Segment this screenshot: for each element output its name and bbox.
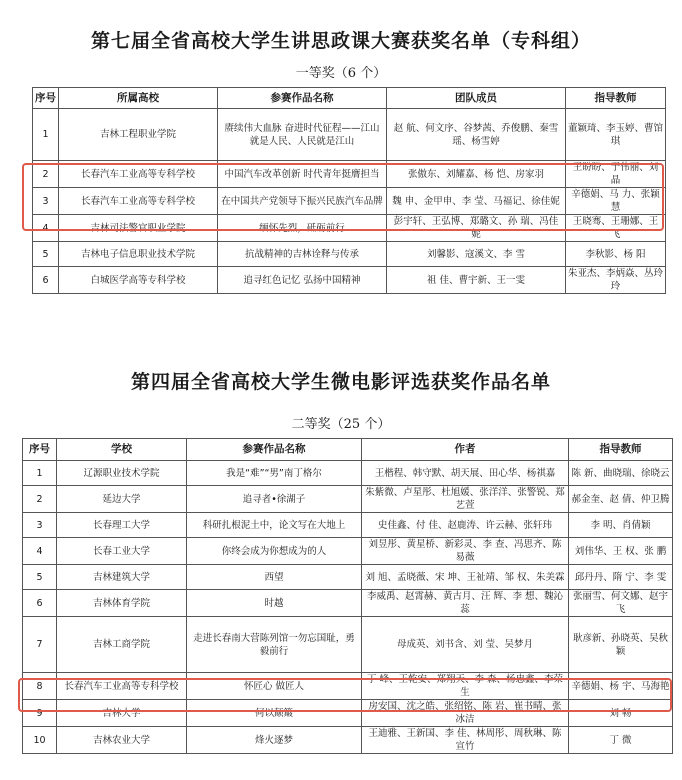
cell-members: 赵 航、何文序、谷梦茜、乔俊鹏、秦雪瑶、杨雪婷	[387, 109, 566, 161]
header-school: 学校	[57, 439, 187, 461]
cell-authors: 丁 峰、王乾安、郑翔天、李 森、杨忠鑫、李荣生	[362, 673, 569, 700]
cell-index: 9	[23, 700, 57, 727]
cell-work: 追寻者•徐湖子	[187, 486, 362, 513]
cell-school: 长春理工大学	[57, 513, 187, 538]
cell-work: 西望	[187, 565, 362, 590]
cell-index: 5	[23, 565, 57, 590]
cell-members: 张傲东、刘耀嘉、杨 恺、房家羽	[387, 161, 566, 188]
cell-teachers: 丁 微	[569, 727, 673, 754]
cell-index: 2	[33, 161, 59, 188]
cell-teachers: 耿彦新、孙晓英、吴秋颖	[569, 617, 673, 673]
header-members: 团队成员	[387, 88, 566, 109]
cell-school: 长春汽车工业高等专科学校	[59, 161, 218, 188]
table-row	[23, 486, 673, 513]
cell-work: 抗战精神的吉林诠释与传承	[218, 242, 387, 267]
cell-index: 5	[33, 242, 59, 267]
cell-authors: 王迪雅、王新国、李 佳、林周彤、周秋琳、陈宣竹	[362, 727, 569, 754]
cell-teachers: 辛德娟、杨 宇、马海艳	[569, 673, 673, 700]
cell-teachers: 张丽雪、何文娜、赵宇飞	[569, 590, 673, 617]
header-authors: 作者	[362, 439, 569, 461]
cell-school: 长春汽车工业高等专科学校	[59, 188, 218, 215]
table-row	[23, 590, 673, 617]
table-row	[33, 109, 666, 161]
cell-authors: 王楷程、韩守默、胡天展、田心华、杨祺嘉	[362, 461, 569, 486]
table-header-row	[33, 88, 666, 109]
cell-work: 怀匠心 做匠人	[187, 673, 362, 700]
cell-work: 中国汽车改革创新 时代青年挺膺担当	[218, 161, 387, 188]
cell-teachers: 王晓骞、王珊娜、王 飞	[566, 215, 666, 242]
cell-index: 10	[23, 727, 57, 754]
cell-school: 吉林农业大学	[57, 727, 187, 754]
cell-school: 辽源职业技术学院	[57, 461, 187, 486]
table-row	[23, 565, 673, 590]
table-row	[23, 617, 673, 673]
header-index: 序号	[33, 88, 59, 109]
cell-authors: 母成英、刘书含、刘 莹、吴梦月	[362, 617, 569, 673]
cell-index: 2	[23, 486, 57, 513]
cell-school: 吉林建筑大学	[57, 565, 187, 590]
cell-authors: 刘昱彤、黄星桥、新彩灵、李 查、冯思齐、陈易薇	[362, 538, 569, 565]
cell-school: 吉林电子信息职业技术学院	[59, 242, 218, 267]
cell-teachers: 辛德娟、马 力、张颖慧	[566, 188, 666, 215]
cell-index: 3	[23, 513, 57, 538]
cell-authors: 刘 旭、孟晓薇、宋 坤、王祉靖、邹 权、朱美霖	[362, 565, 569, 590]
table-row	[33, 242, 666, 267]
cell-index: 3	[33, 188, 59, 215]
header-school: 所属高校	[59, 88, 218, 109]
cell-index: 1	[23, 461, 57, 486]
cell-school: 吉林工程职业学院	[59, 109, 218, 161]
cell-school: 延边大学	[57, 486, 187, 513]
cell-members: 祖 佳、曹宇新、王一雯	[387, 267, 566, 294]
cell-authors: 史佳鑫、付 佳、赵鹿涛、许云赫、张轩玮	[362, 513, 569, 538]
cell-work: 追寻红色记忆 弘扬中国精神	[218, 267, 387, 294]
cell-work: 走进长春南大营陈列馆一勿忘国耻，勇毅前行	[187, 617, 362, 673]
cell-teachers: 邱丹丹、隋 宁、李 雯	[569, 565, 673, 590]
cell-work: 科研扎根泥土中，论文写在大地上	[187, 513, 362, 538]
cell-teachers: 李秋影、杨 阳	[566, 242, 666, 267]
cell-work: 缅怀先烈，砥砺前行	[218, 215, 387, 242]
section2-title: 第四届全省高校大学生微电影评选获奖作品名单	[130, 371, 551, 393]
cell-index: 4	[33, 215, 59, 242]
cell-index: 8	[23, 673, 57, 700]
cell-members: 彭宇轩、王弘博、郑璐文、孙 瑞、冯佳妮	[387, 215, 566, 242]
cell-teachers: 朱亚杰、李炳焱、丛玲玲	[566, 267, 666, 294]
cell-teachers: 董颖琦、李玉婷、曹馆琪	[566, 109, 666, 161]
header-teachers: 指导教师	[566, 88, 666, 109]
cell-authors: 朱紫微、卢星彤、杜旭媛、张洋洋、张警锐、郑艺萱	[362, 486, 569, 513]
cell-authors: 房安国、沈之皓、张绍铭、陈 岩、崔书晴、张冰洁	[362, 700, 569, 727]
table-row	[23, 727, 673, 754]
cell-teachers: 李 明、肖倩颖	[569, 513, 673, 538]
cell-work: 烽火逐梦	[187, 727, 362, 754]
cell-index: 7	[23, 617, 57, 673]
cell-work: 你终会成为你想成为的人	[187, 538, 362, 565]
cell-teachers: 刘伟华、王 权、张 鹏	[569, 538, 673, 565]
cell-work: 赓续伟大血脉 奋进时代征程——江山就是人民、人民就是江山	[218, 109, 387, 161]
cell-work: 在中国共产党领导下振兴民族汽车品牌	[218, 188, 387, 215]
table-row	[23, 461, 673, 486]
cell-teachers: 陈 新、曲晓瑞、徐晓云	[569, 461, 673, 486]
cell-work: 时越	[187, 590, 362, 617]
highlight-box-row-8	[18, 678, 672, 712]
cell-teachers: 郝金奎、赵 倩、仲卫腾	[569, 486, 673, 513]
cell-members: 刘馨影、寇溪文、李 雪	[387, 242, 566, 267]
cell-school: 吉林工商学院	[57, 617, 187, 673]
cell-index: 4	[23, 538, 57, 565]
cell-teachers: 王盼盼、于伟丽、刘 晶	[566, 161, 666, 188]
section2-subtitle: 二等奖（25 个）	[291, 417, 391, 432]
cell-school: 吉林司法警官职业学院	[59, 215, 218, 242]
cell-school: 吉林大学	[57, 700, 187, 727]
header-teachers: 指导教师	[569, 439, 673, 461]
table-row	[23, 538, 673, 565]
cell-authors: 李威禹、赵霄赫、黄古月、汪 辉、李 想、魏沁蕊	[362, 590, 569, 617]
cell-work: 何以颠簸	[187, 700, 362, 727]
cell-teachers: 刘 畅	[569, 700, 673, 727]
cell-school: 长春工业大学	[57, 538, 187, 565]
cell-school: 吉林体育学院	[57, 590, 187, 617]
highlight-box-rows-2-3	[22, 163, 664, 231]
cell-members: 魏 申、金甲申、李 莹、马福记、徐佳妮	[387, 188, 566, 215]
section1-subtitle: 一等奖（6 个）	[295, 66, 387, 81]
section1-title: 第七届全省高校大学生讲思政课大赛获奖名单（专科组）	[90, 30, 591, 52]
header-index: 序号	[23, 439, 57, 461]
cell-index: 6	[33, 267, 59, 294]
cell-school: 长春汽车工业高等专科学校	[57, 673, 187, 700]
header-work: 参赛作品名称	[218, 88, 387, 109]
table-header-row	[23, 439, 673, 461]
cell-index: 1	[33, 109, 59, 161]
table-row	[23, 513, 673, 538]
cell-work: 我是“难”“男”南丁格尔	[187, 461, 362, 486]
header-work: 参赛作品名称	[187, 439, 362, 461]
table-row	[33, 267, 666, 294]
cell-school: 白城医学高等专科学校	[59, 267, 218, 294]
cell-index: 6	[23, 590, 57, 617]
